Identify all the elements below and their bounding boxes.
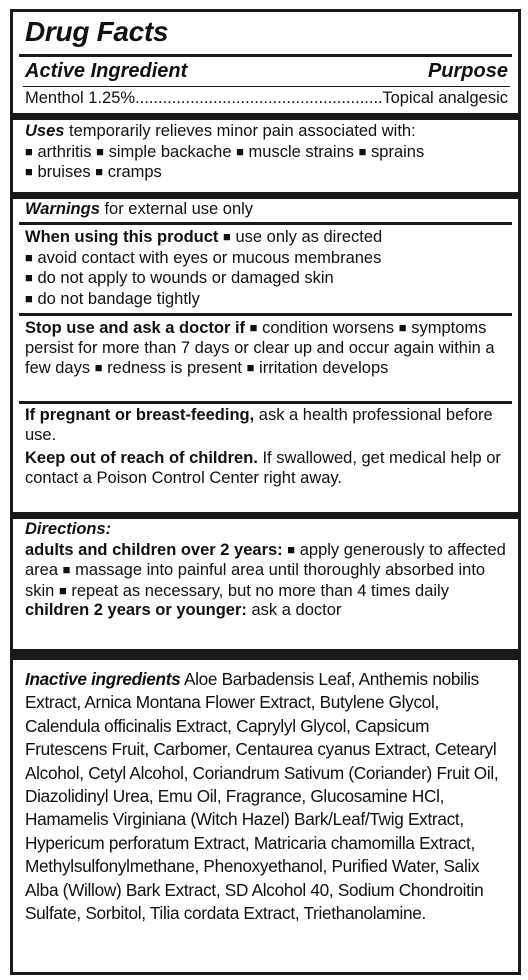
- uses-text: temporarily relieves minor pain associated with:: [69, 122, 416, 140]
- stop-use-label: Stop use and ask a doctor if: [25, 319, 246, 337]
- inactive-ingredients-text: Aloe Barbadensis Leaf, Anthemis nobilis Extract, Arnica Montana Flower Extract, Butylene Glycol, Calendula officinalis Extract, Caprylyl Glycol, Capsicum Frutescens Fruit, Carbomer, Centaurea cyanus Extract, Cetearyl Alcohol, Cetyl Alcohol, Coriandrum Sativum (Coriander) Fruit Oil, Diazolidinyl Urea, Emu Oil, Fragrance, Glucosamine HCl, Hamamelis Virginiana (Witch Hazel) Bark/Leaf/Twig Extract, Hypericum perforatum Extract, Matricaria chamomilla Extract, Methylsulfonylmethane, Phenoxyethanol, Purified Water, Salix Alba (Willow) Bark Extract, SD Alcohol 40, Sodium Chondroitin Sulfate, Sorbitol, Tilia cordata Extract, Triethanolamine.: [25, 669, 499, 924]
- adults-label: adults and children over 2 years:: [25, 540, 283, 559]
- bullet-icon: ■: [223, 229, 231, 244]
- active-ingredient-header: [25, 60, 508, 83]
- uses-item: simple backache: [108, 142, 232, 161]
- when-using-item: avoid contact with eyes or mucous membranes: [37, 248, 382, 267]
- uses-item: muscle strains: [248, 142, 354, 161]
- leader-dots: [135, 89, 382, 108]
- children-label: children 2 years or younger:: [25, 601, 247, 619]
- pregnancy-label: If pregnant or breast-feeding,: [25, 406, 255, 424]
- thick-divider: [13, 512, 518, 519]
- divider: [23, 86, 510, 87]
- bullet-icon: ■: [94, 360, 103, 375]
- purpose-heading: Purpose: [427, 60, 508, 82]
- bullet-icon: ■: [25, 143, 33, 159]
- directions-label: Directions:: [25, 520, 112, 538]
- bullet-icon: ■: [95, 164, 104, 179]
- drug-facts-panel: [10, 9, 521, 975]
- active-ingredient-name: Menthol 1.25%: [25, 89, 136, 107]
- when-using-section: [25, 227, 508, 309]
- keep-out-section: [25, 449, 508, 488]
- when-using-item: do not apply to wounds or damaged skin: [37, 269, 334, 287]
- bullet-icon: ■: [236, 143, 244, 159]
- warnings-header: [25, 200, 508, 220]
- keep-out-label: Keep out of reach of children.: [25, 449, 258, 467]
- thick-divider: [13, 649, 518, 660]
- stop-use-item: redness is present: [107, 359, 242, 377]
- directions-item: massage into painful area until thoroughly absorbed into skin: [25, 561, 486, 600]
- bullet-icon: ■: [25, 249, 33, 265]
- bullet-icon: ■: [25, 290, 33, 306]
- bullet-icon: ■: [25, 270, 33, 285]
- uses-item: arthritis: [37, 142, 92, 161]
- thick-divider: [13, 192, 518, 199]
- bullet-icon: ■: [246, 360, 255, 375]
- warnings-label: Warnings: [25, 200, 100, 218]
- active-ingredient-purpose: Topical analgesic: [382, 89, 508, 107]
- uses-item: bruises: [37, 163, 91, 181]
- active-ingredient-row: [25, 89, 508, 108]
- warnings-text: for external use only: [104, 200, 254, 218]
- inactive-ingredients-label-text: Inactive ingredients: [25, 669, 181, 689]
- bullet-icon: ■: [398, 320, 407, 335]
- divider: [19, 54, 512, 57]
- uses-label: Uses: [25, 122, 65, 140]
- pregnancy-text: ask a health professional before use.: [25, 406, 493, 444]
- bullet-icon: ■: [249, 320, 258, 335]
- stop-use-item: condition worsens: [262, 319, 395, 337]
- divider: [19, 313, 512, 316]
- directions-section: [25, 520, 508, 621]
- active-ingredient-heading: Active Ingredient: [25, 60, 188, 82]
- bullet-icon: ■: [96, 143, 104, 159]
- children-text: ask a doctor: [251, 601, 342, 619]
- inactive-ingredients-label: [25, 669, 180, 689]
- when-using-item: use only as directed: [235, 228, 383, 246]
- bullet-icon: ■: [25, 164, 33, 179]
- uses-item: cramps: [107, 163, 162, 181]
- pregnancy-section: [25, 406, 508, 445]
- uses-item: sprains: [371, 142, 425, 161]
- bullet-icon: ■: [58, 582, 67, 598]
- divider: [19, 222, 512, 225]
- when-using-item: do not bandage tightly: [37, 289, 200, 308]
- drug-facts-title: Drug Facts: [25, 16, 169, 47]
- bullet-icon: ■: [62, 562, 71, 577]
- uses-section: [25, 122, 508, 183]
- stop-use-section: [25, 318, 508, 379]
- divider: [19, 401, 512, 404]
- bullet-icon: ■: [358, 143, 367, 159]
- when-using-label: When using this product: [25, 228, 219, 246]
- bullet-icon: ■: [287, 541, 296, 557]
- inactive-ingredients-section: [25, 668, 510, 925]
- directions-item: repeat as necessary, but no more than 4 times daily: [71, 581, 449, 600]
- directions-item: apply generously to affected area: [25, 540, 506, 579]
- stop-use-item: irritation develops: [259, 359, 389, 377]
- thick-divider: [13, 113, 518, 120]
- keep-out-text: If swallowed, get medical help or contact a Poison Control Center right away.: [25, 449, 501, 487]
- stop-use-item: symptoms persist for more than 7 days or clear up and occur again within a few days: [25, 319, 495, 377]
